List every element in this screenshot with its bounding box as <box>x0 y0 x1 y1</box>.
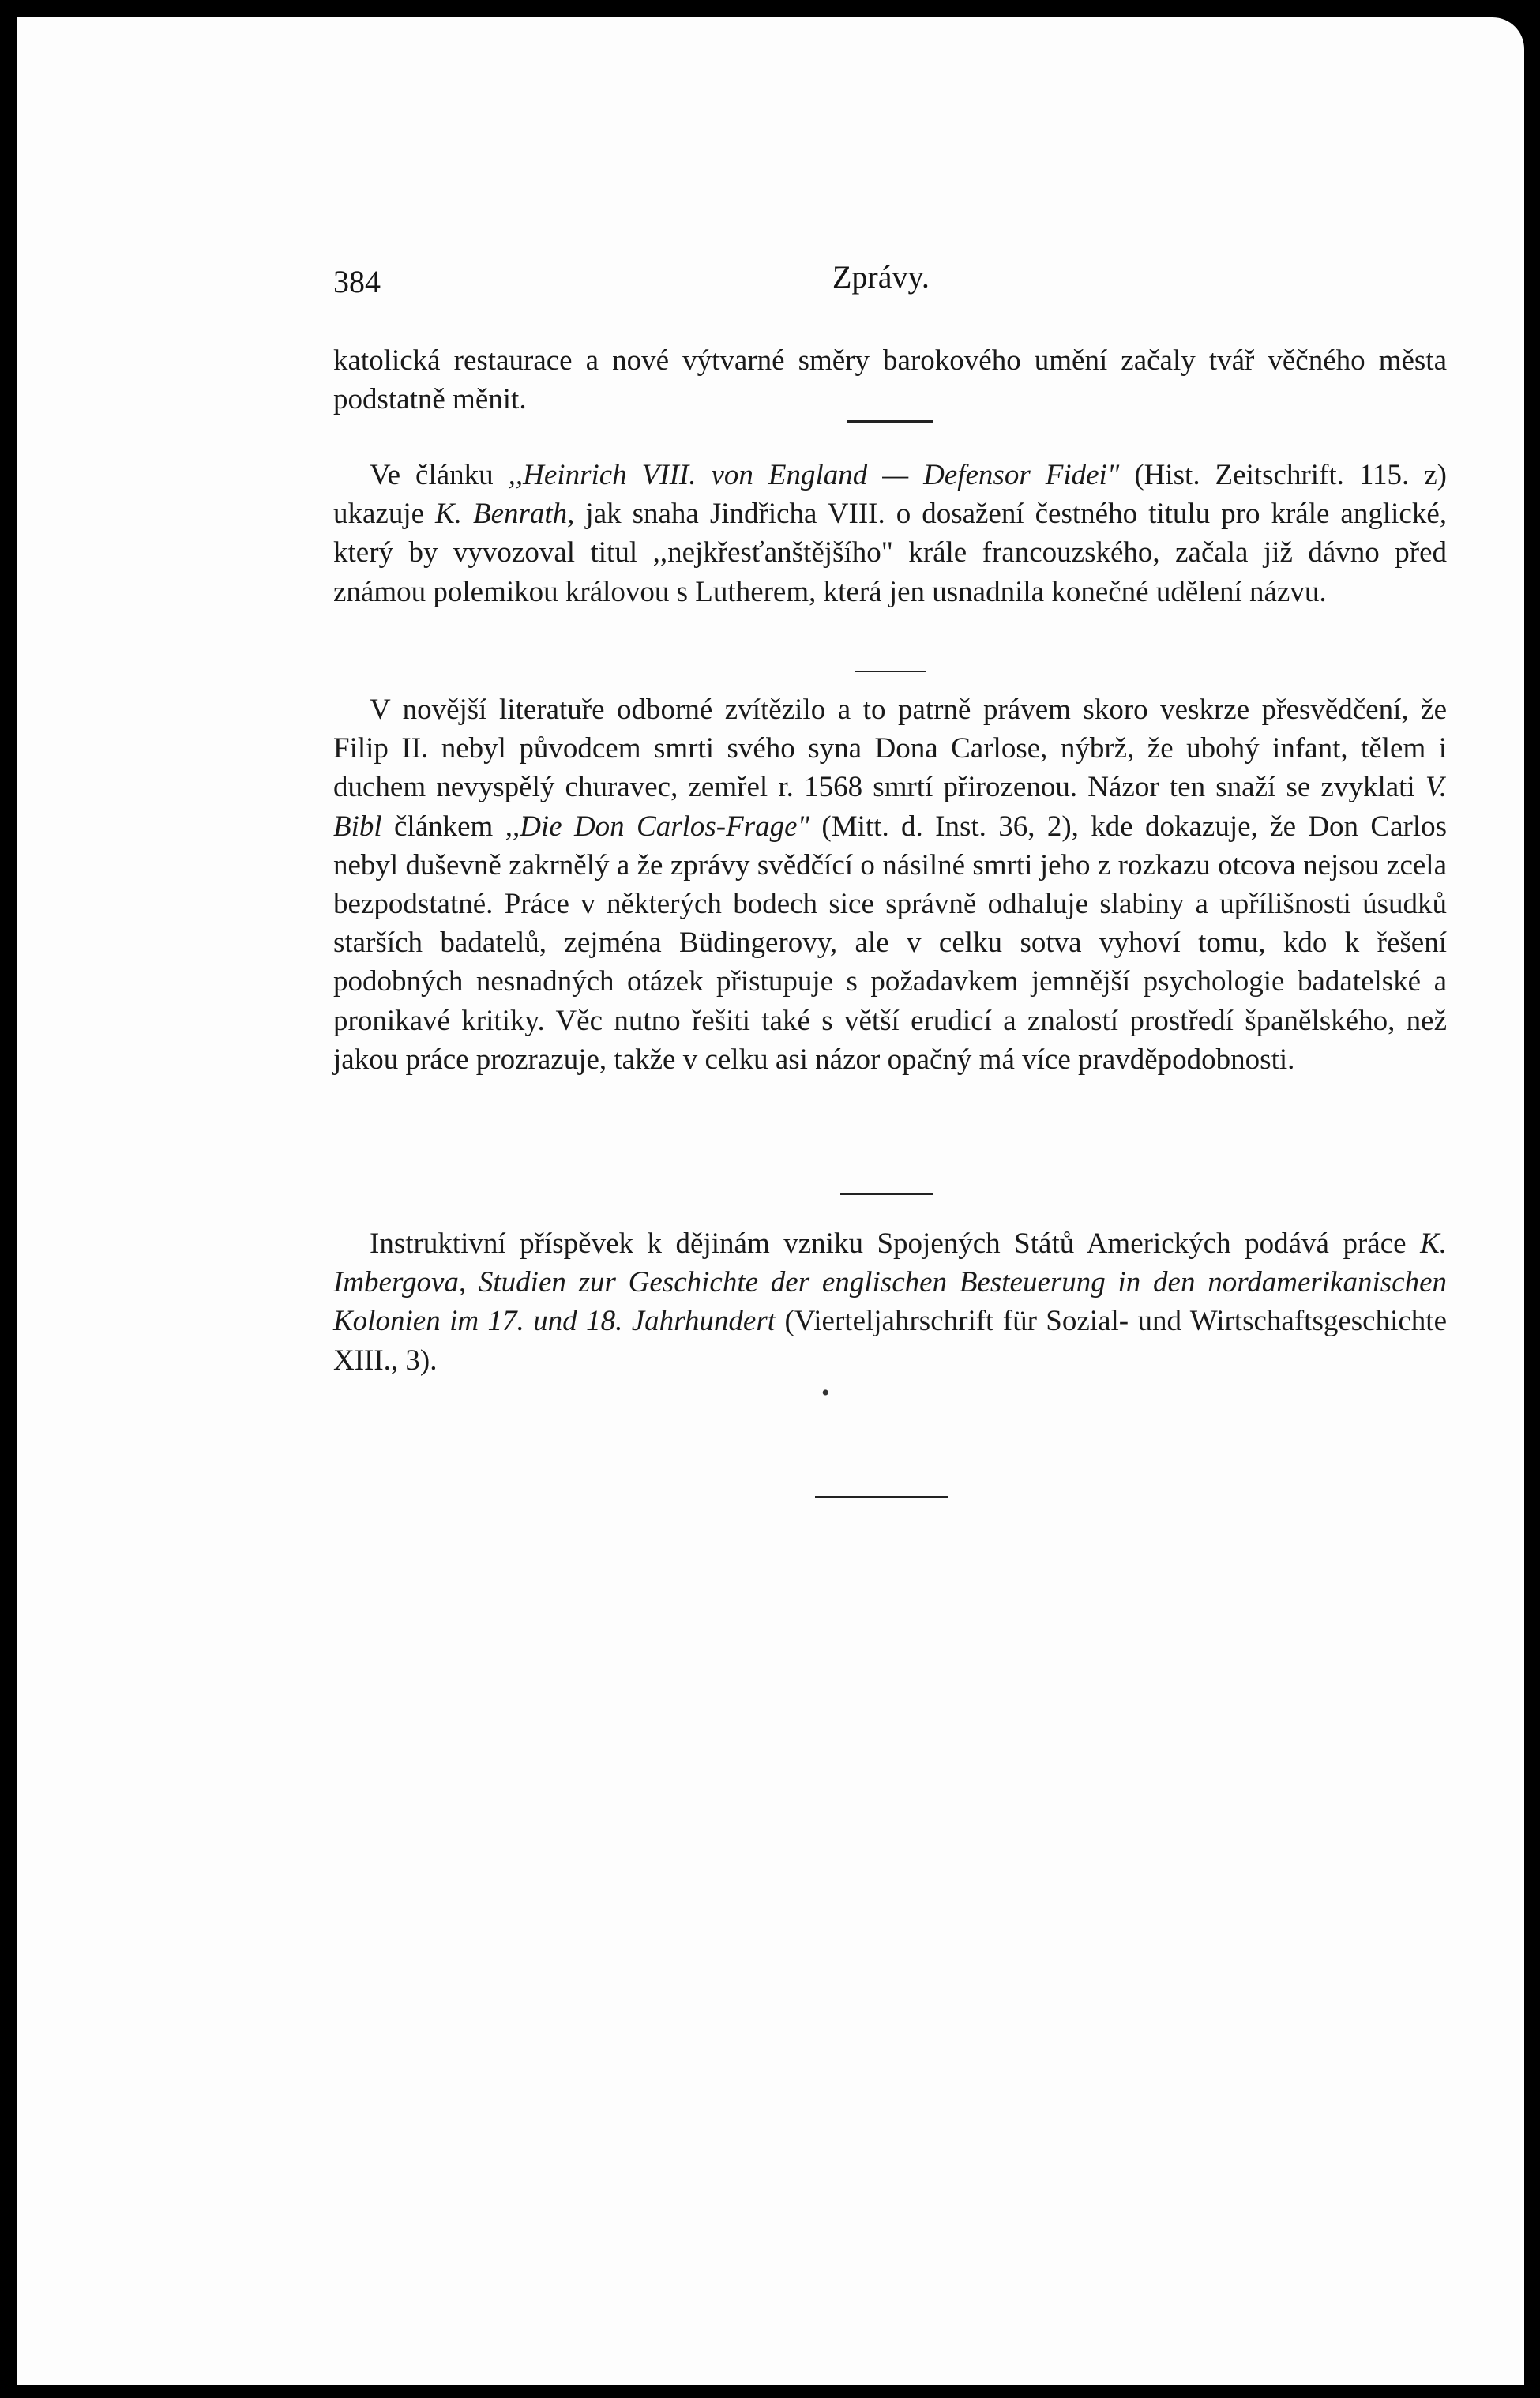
paragraph-imberg <box>333 1224 1447 1380</box>
book-title: K. Imbergova, Studien zur Geschichte der englischen Besteuerung in den nordamerikanischen Kolonien im 17. und 18. Jahrhundert <box>333 1227 1447 1338</box>
running-head: Zprávy. <box>832 259 930 295</box>
author-name: K. Benrath, <box>435 498 575 531</box>
ink-speck: • <box>821 1380 830 1406</box>
text-run: jak snaha Jindřicha VIII. o dosažení čestného titulu pro krále anglické, který by vyvozoval titul ,,nejkřesťanštějšího" krále francouzského, začala již dávno před známou polemikou královou s Lutherem, která jen usnadnila konečné udělení názvu. <box>333 498 1447 608</box>
paragraph-don-carlos <box>333 690 1447 1079</box>
paragraph-continuation <box>333 341 1447 419</box>
author-name: V. Bibl <box>333 771 1447 843</box>
text-run: Instruktivní příspěvek k dějinám vzniku Spojených Států Amerických podává práce <box>370 1227 1421 1260</box>
page-header <box>333 258 1447 306</box>
page-number: 384 <box>333 264 381 299</box>
text-run: (Vierteljahrschrift für Sozial- und Wirtschaftsgeschichte XIII., 3). <box>333 1305 1447 1377</box>
paragraph-henry-viii <box>333 456 1447 611</box>
scanned-page <box>17 17 1524 2385</box>
article-title: ,,Heinrich VIII. von England — Defensor Fidei" <box>508 459 1120 491</box>
paragraph-text: katolická restaurace a nové výtvarné směry barokového umění začaly tvář věčného města podstatně měnit. <box>333 344 1447 416</box>
article-title: ,,Die Don Carlos-Frage" <box>505 810 810 843</box>
section-divider <box>855 671 926 672</box>
end-rule <box>815 1496 948 1498</box>
text-run: V novější literatuře odborné zvítězilo a to patrně právem skoro veskrze přesvědčení, že Filip II. nebyl původcem smrti svého syna Dona Carlose, nýbrž, že ubohý infant, tělem i duchem nevyspělý churavec, zemřel r. 1568 smrtí přirozenou. Názor ten snaží se zvyklati <box>333 693 1447 804</box>
text-run: Ve článku <box>370 459 509 491</box>
section-divider <box>847 420 933 423</box>
text-run: (Hist. Zeitschrift. 115. z) ukazuje <box>333 459 1447 531</box>
section-divider <box>840 1193 933 1195</box>
text-run: (Mitt. d. Inst. 36, 2), kde dokazuje, že Don Carlos nebyl duševně zakrnělý a že zprávy svědčící o násilné smrti jeho z rozkazu otcova nejsou zcela bezpodstatné. Práce v některých bodech sice správně odhaluje slabiny a upřílišnosti úsudků starších badatelů, zejména Büdingerovy, ale v celku sotva vyhoví tomu, kdo k řešení podobných nesnadných otázek přistupuje s požadavkem jemnější psychologie badatelské a pronikavé kritiky. Věc nutno řešiti také s větší erudicí a znalostí prostředí španělského, než jakou práce prozrazuje, takže v celku asi názor opačný má více pravděpodobnosti. <box>333 810 1447 1076</box>
text-run: článkem <box>381 810 505 843</box>
